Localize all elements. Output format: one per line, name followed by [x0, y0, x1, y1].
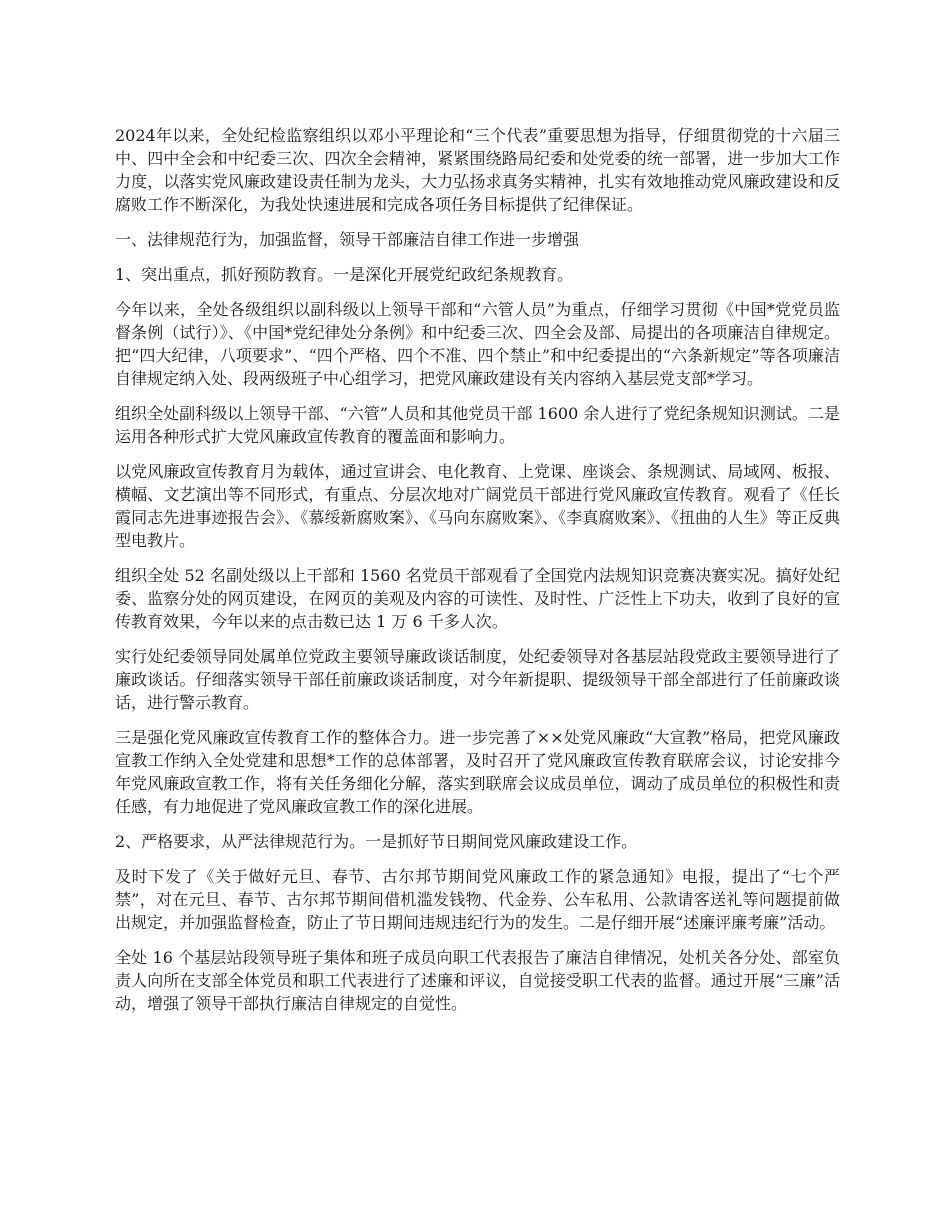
document-body [115, 124, 840, 1027]
body-paragraph: 三是强化党风廉政宣传教育工作的整体合力。进一步完善了××处党风廉政“大宣教”格局，把党风廉政宣教工作纳入全处党建和思想*工作的总体部署，及时召开了党风廉政宣传教育联席会议，讨论安排今年党风廉政宣教工作，将有关任务细化分解，落实到联席会议成员单位，调动了成员单位的积极性和责任感，有力地促进了党风廉政宣教工作的深化进展。 [115, 728, 840, 816]
section-heading: 一、法律规范行为，加强监督，领导干部廉洁自律工作进一步增强 [115, 230, 580, 249]
body-paragraph: 组织全处副科级以上领导干部、“六管”人员和其他党员干部 1600 余人进行了党纪条规知识测试。二是运用各种形式扩大党风廉政宣传教育的覆盖面和影响力。 [115, 404, 840, 446]
body-paragraph: 实行处纪委领导同处属单位党政主要领导廉政谈话制度，处纪委领导对各基层站段党政主要领导进行了廉政谈话。仔细落实领导干部任前廉政谈话制度，对今年新提职、提级领导干部全部进行了任前廉政谈话，进行警示教育。 [115, 647, 840, 712]
subsection-heading: 2、严格要求，从严法律规范行为。一是抓好节日期间党风廉政建设工作。 [115, 832, 638, 851]
body-paragraph: 及时下发了《关于做好元旦、春节、古尔邦节期间党风廉政工作的紧急通知》电报，提出了“七个严禁”，对在元旦、春节、古尔邦节期间借机滥发钱物、代金券、公车私用、公款请客送礼等问题提前做出规定，并加强监督检查，防止了节日期间违规违纪行为的发生。二是仔细开展“述廉评廉考廉”活动。 [115, 867, 840, 932]
body-paragraph: 组织全处 52 名副处级以上干部和 1560 名党员干部观看了全国党内法规知识竞赛决赛实况。搞好处纪委、监察分处的网页建设，在网页的美观及内容的可读性、及时性、广泛性上下功夫，收到了良好的宣传教育效果，今年以来的点击数已达 1 万 6 千多人次。 [115, 566, 840, 631]
body-paragraph: 以党风廉政宣传教育月为载体，通过宣讲会、电化教育、上党课、座谈会、条规测试、局域网、板报、横幅、文艺演出等不同形式，有重点、分层次地对广阔党员干部进行党风廉政宣传教育。观看了《任长霞同志先进事迹报告会》、《慕绥新腐败案》、《马向东腐败案》、《李真腐败案》、《扭曲的人生》等正反典型电教片。 [115, 462, 840, 550]
body-paragraph: 全处 16 个基层站段领导班子集体和班子成员向职工代表报告了廉洁自律情况，处机关各分处、部室负责人向所在支部全体党员和职工代表进行了述廉和评议，自觉接受职工代表的监督。通过开展“三廉”活动，增强了领导干部执行廉洁自律规定的自觉性。 [115, 948, 840, 1013]
body-paragraph: 今年以来，全处各级组织以副科级以上领导干部和“六管人员”为重点，仔细学习贯彻《中国*党党员监督条例（试行）》、《中国*党纪律处分条例》和中纪委三次、四全会及部、局提出的各项廉洁自律规定。把“四大纪律，八项要求”、“四个严格、四个不准、四个禁止”和中纪委提出的“六条新规定”等各项廉洁自律规定纳入处、段两级班子中心组学习，把党风廉政建设有关内容纳入基层党支部*学习。 [115, 300, 840, 388]
intro-paragraph: 2024年以来，全处纪检监察组织以邓小平理论和“三个代表”重要思想为指导，仔细贯彻党的十六届三中、四中全会和中纪委三次、四次全会精神，紧紧围绕路局纪委和处党委的统一部署，进一步加大工作力度，以落实党风廉政建设责任制为龙头，大力弘扬求真务实精神，扎实有效地推动党风廉政建设和反腐败工作不断深化，为我处快速进展和完成各项任务目标提供了纪律保证。 [115, 126, 840, 214]
subsection-heading: 1、突出重点，抓好预防教育。一是深化开展党纪政纪条规教育。 [115, 265, 574, 284]
